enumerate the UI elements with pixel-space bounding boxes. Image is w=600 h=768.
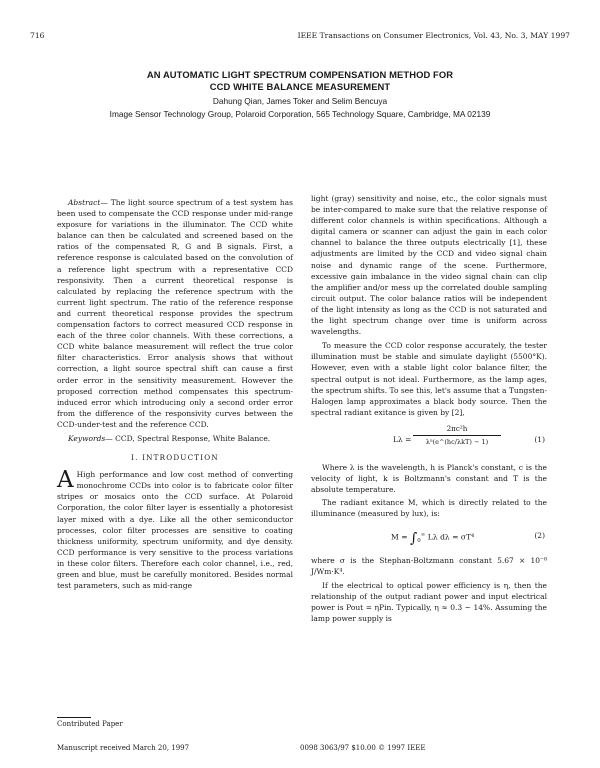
- equation-numerator: 2πc²h: [446, 423, 468, 433]
- title-line: AN AUTOMATIC LIGHT SPECTRUM COMPENSATION METHOD FOR: [146, 69, 454, 80]
- intro-text: High performance and low cost method of converting monochrome CCDs into color is to fabricate color filter stripes or mosaics onto the CCD surface. At Polaroid Corporation, the color filter layer is essentially a photoresist layer mixed with a dye. Like all the other semiconductor processes, color filter processes are sensitive to coating thickness uniformity, spectrum uniformity, and dye density. CCD performance is very sensitive to the process variations in these color filters. Therefore each color channel, i.e., red, green and blue, must be carefully monitored. Besides normal test parameters, such as mid-range: [57, 470, 293, 591]
- section-heading: I. INTRODUCTION: [131, 453, 219, 463]
- fraction-bar: [413, 435, 501, 436]
- equation-lhs: Lλ =: [393, 434, 412, 444]
- journal-citation: IEEE Transactions on Consumer Electronics, Vol. 43, No. 3, MAY 1997: [297, 31, 570, 40]
- left-column: [57, 197, 293, 591]
- equation-1: [311, 423, 547, 457]
- copyright-code: 0098 3063/97 $10.00 © 1997 IEEE: [300, 744, 426, 752]
- abstract-text: — The light source spectrum of a test system has been used to compensate the CCD response under mid-range exposure for variations in the illuminator. The CCD white balance can then be calculated and screened based on the ratios of the compensated R, G and B signals. First, a reference response is calculated based on the convolution of a reference light spectrum with a representative CCD responsivity. Then a current theoretical response is calculated by replacing the reference spectrum with the current light spectrum. The ratio of the reference response and current theoretical response provides the spectrum compensation factors to correct measured CCD response in each of the three color channels. With these corrections, a CCD white balance measurement will reflect the true color filter characteristics. Error analysis shows that without correction, a light source spectral shift can cause a first order error in the sensitivity measurement. However the proposed correction method compensates this spectrum-induced error which introducing only a second order error from the difference of the responsivity curves between the CCD-under-test and the reference CCD.: [57, 198, 293, 429]
- affiliation: Image Sensor Technology Group, Polaroid Corporation, 565 Technology Square, Cambridge, MA 02139: [109, 109, 491, 119]
- contributed-paper-note: Contributed Paper: [57, 720, 123, 728]
- equation-2: [311, 523, 547, 551]
- equation-fraction: [413, 423, 501, 448]
- keywords: [57, 433, 293, 444]
- keywords-label: Keywords: [68, 433, 106, 443]
- abstract: [57, 197, 293, 430]
- title-line: CCD WHITE BALANCE MEASUREMENT: [209, 81, 391, 92]
- paper-title: [0, 69, 600, 93]
- page-number: 716: [30, 31, 45, 40]
- drop-cap: A: [57, 467, 74, 494]
- equation-denominator: λ⁵(e^(hc/λkT) − 1): [425, 437, 489, 446]
- paragraph: If the electrical to optical power efficiency is η, then the relationship of the output radiant power and input electrical power is Pout = ηPin. Typically, η ≈ 0.3 ~ 14%. Assuming the lamp power supply is: [311, 580, 547, 623]
- intro-paragraph: [57, 469, 293, 591]
- paragraph: light (gray) sensitivity and noise, etc., the color signals must be inter-compared to make sure that the relative response of different color channels is within specifications. Although a digital camera or scanner can adjust the gain in each color channel to balance the three outputs electrically [1], these adjustments are limited by the CCD and video signal chain noise and dynamic range of the scene. Furthermore, excessive gain imbalance in the video signal chain can clip the amplifier and/or mess up the correlated double sampling circuit output. The color balance ratios will be independent of the light intensity as long as the CCD is not saturated and the light spectrum change over time is uniform across wavelengths.: [311, 194, 547, 337]
- equation-lhs: M =: [391, 532, 408, 542]
- keywords-text: — CCD, Spectral Response, White Balance.: [105, 433, 271, 443]
- equation-body: [391, 530, 474, 547]
- footnote-rule: [57, 717, 91, 718]
- equation-number: (1): [534, 434, 545, 444]
- paragraph: To measure the CCD color response accurately, the tester illumination must be stable and simulate daylight (5500°K). However, even with a stable light color balance filter, the spectral output is not ideal. Furthermore, as the lamp ages, the spectrum shifts. To see this, let's assume that a Tungsten-Halogen lamp approximates a black body source. Then the spectral radiant exitance is given by [2],: [311, 341, 547, 417]
- manuscript-received: Manuscript received March 20, 1997: [57, 744, 190, 752]
- paragraph: Where λ is the wavelength, h is Planck's constant, c is the velocity of light, k is Boltzmann's constant and T is the absolute temperature.: [311, 462, 547, 495]
- paragraph: The radiant exitance M, which is directly related to the illuminance (measured by lux), is:: [311, 498, 547, 519]
- equation-rhs: Lλ dλ = σT⁴: [427, 532, 475, 542]
- right-column: [311, 193, 547, 624]
- abstract-label: Abstract: [68, 198, 101, 207]
- integral-sign: ∫: [409, 530, 418, 547]
- integral-upper: ∞: [420, 532, 426, 539]
- paragraph: where σ is the Stephan-Boltzmann constant 5.67 × 10⁻⁸ J/Wm·K⁴.: [311, 556, 547, 577]
- integral-lower: 0: [417, 538, 421, 545]
- running-head: [30, 31, 570, 43]
- authors: Dahung Qian, James Toker and Selim Bencuya: [212, 96, 388, 106]
- equation-number: (2): [534, 531, 545, 541]
